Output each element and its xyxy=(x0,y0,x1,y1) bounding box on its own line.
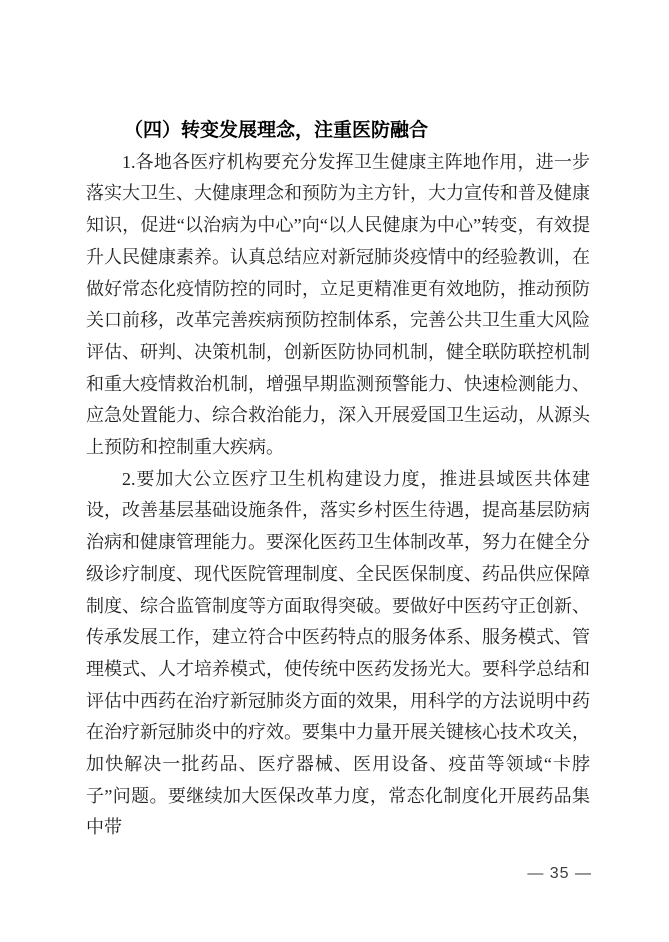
paragraph-2: 2.要加大公立医疗卫生机构建设力度，推进县域医共体建设，改善基层基础设施条件，落实乡村医生待遇，提高基层防病治病和健康管理能力。要深化医药卫生体制改革，努力在健全分级诊疗制度、现代医院管理制度、全民医保制度、药品供应保障制度、综合监管制度等方面取得突破。要做好中医药守正创新、传承发展工作，建立符合中医药特点的服务体系、服务模式、管理模式、人才培养模式，使传统中医药发扬光大。要科学总结和评估中西药在治疗新冠肺炎方面的效果，用科学的方法说明中药在治疗新冠肺炎中的疗效。要集中力量开展关键核心技术攻关，加快解决一批药品、医疗器械、医用设备、疫苗等领域“卡脖子”问题。要继续加大医保改革力度，常态化制度化开展药品集中带 xyxy=(86,468,590,838)
document-body xyxy=(86,115,590,844)
page-number: — 35 — xyxy=(527,865,592,882)
paragraph-1: 1.各地各医疗机构要充分发挥卫生健康主阵地作用，进一步落实大卫生、大健康理念和预防为主方针，大力宣传和普及健康知识，促进“以治病为中心”向“以人民健康为中心”转变，有效提升人民健康素养。认真总结应对新冠肺炎疫情中的经验教训，在做好常态化疫情防控的同时，立足更精准更有效地防，推动预防关口前移，改革完善疾病预防控制体系，完善公共卫生重大风险评估、研判、决策机制，创新医防协同机制，健全联防联控机制和重大疫情救治机制，增强早期监测预警能力、快速检测能力、应急处置能力、综合救治能力，深入开展爱国卫生运动，从源头上预防和控制重大疾病。 xyxy=(86,151,590,458)
section-heading: （四）转变发展理念，注重医防融合 xyxy=(124,120,429,141)
